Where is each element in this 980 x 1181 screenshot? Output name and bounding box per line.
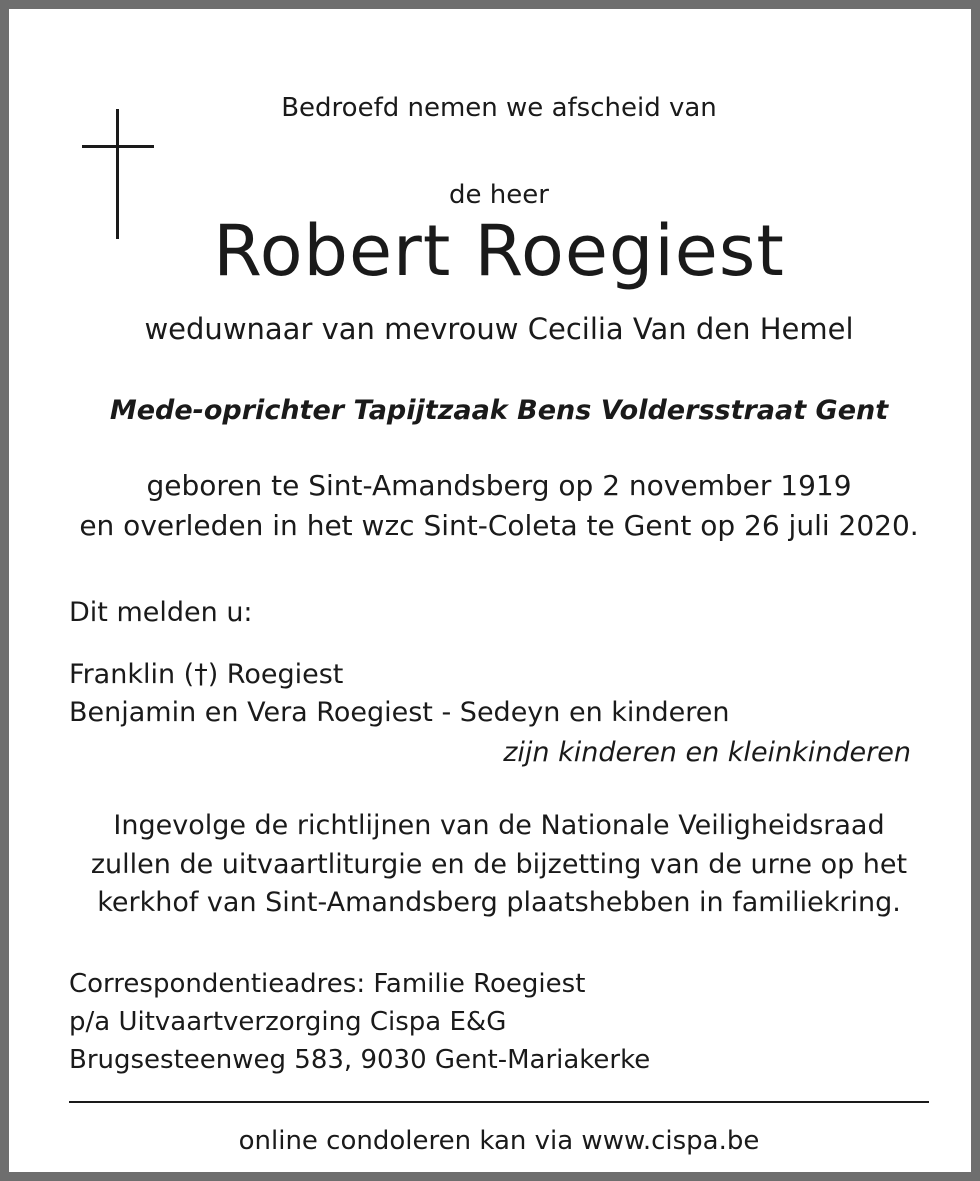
death-text: en overleden in het wzc Sint-Coleta te Gent op 26 juli 2020.	[79, 509, 919, 542]
arrangements-line: kerkhof van Sint-Amandsberg plaatshebben in familiekring.	[97, 887, 901, 918]
deceased-name: Robert Roegiest	[213, 210, 785, 292]
family-relation: zijn kinderen en kleinkinderen	[503, 737, 911, 768]
arrangements-line: zullen de uitvaartliturgie en de bijzetting van de urne op het	[90, 849, 908, 880]
honorific: de heer	[449, 180, 549, 210]
divider	[69, 1101, 929, 1103]
announce-text: Dit melden u:	[69, 597, 253, 628]
online-condolences: online condoleren kan via www.cispa.be	[238, 1126, 760, 1156]
correspondence-line: Correspondentieadres: Familie Roegiest	[69, 969, 586, 999]
widower-of: weduwnaar van mevrouw Cecilia Van den Hemel	[144, 312, 854, 346]
correspondence-line: p/a Uitvaartverzorging Cispa E&G	[69, 1007, 507, 1037]
arrangements-line: Ingevolge de richtlijnen van de Nationale Veiligheidsraad	[113, 810, 885, 841]
family-line: Benjamin en Vera Roegiest - Sedeyn en kinderen	[69, 697, 730, 728]
family-line: Franklin (†) Roegiest	[69, 659, 344, 690]
birth-text: geboren te Sint-Amandsberg op 2 november 1919	[146, 469, 852, 502]
role-text: Mede-oprichter Tapijtzaak Bens Voldersstraat Gent	[109, 395, 889, 426]
intro-text: Bedroefd nemen we afscheid van	[281, 93, 717, 123]
correspondence-line: Brugsesteenweg 583, 9030 Gent-Mariakerke	[69, 1045, 651, 1075]
